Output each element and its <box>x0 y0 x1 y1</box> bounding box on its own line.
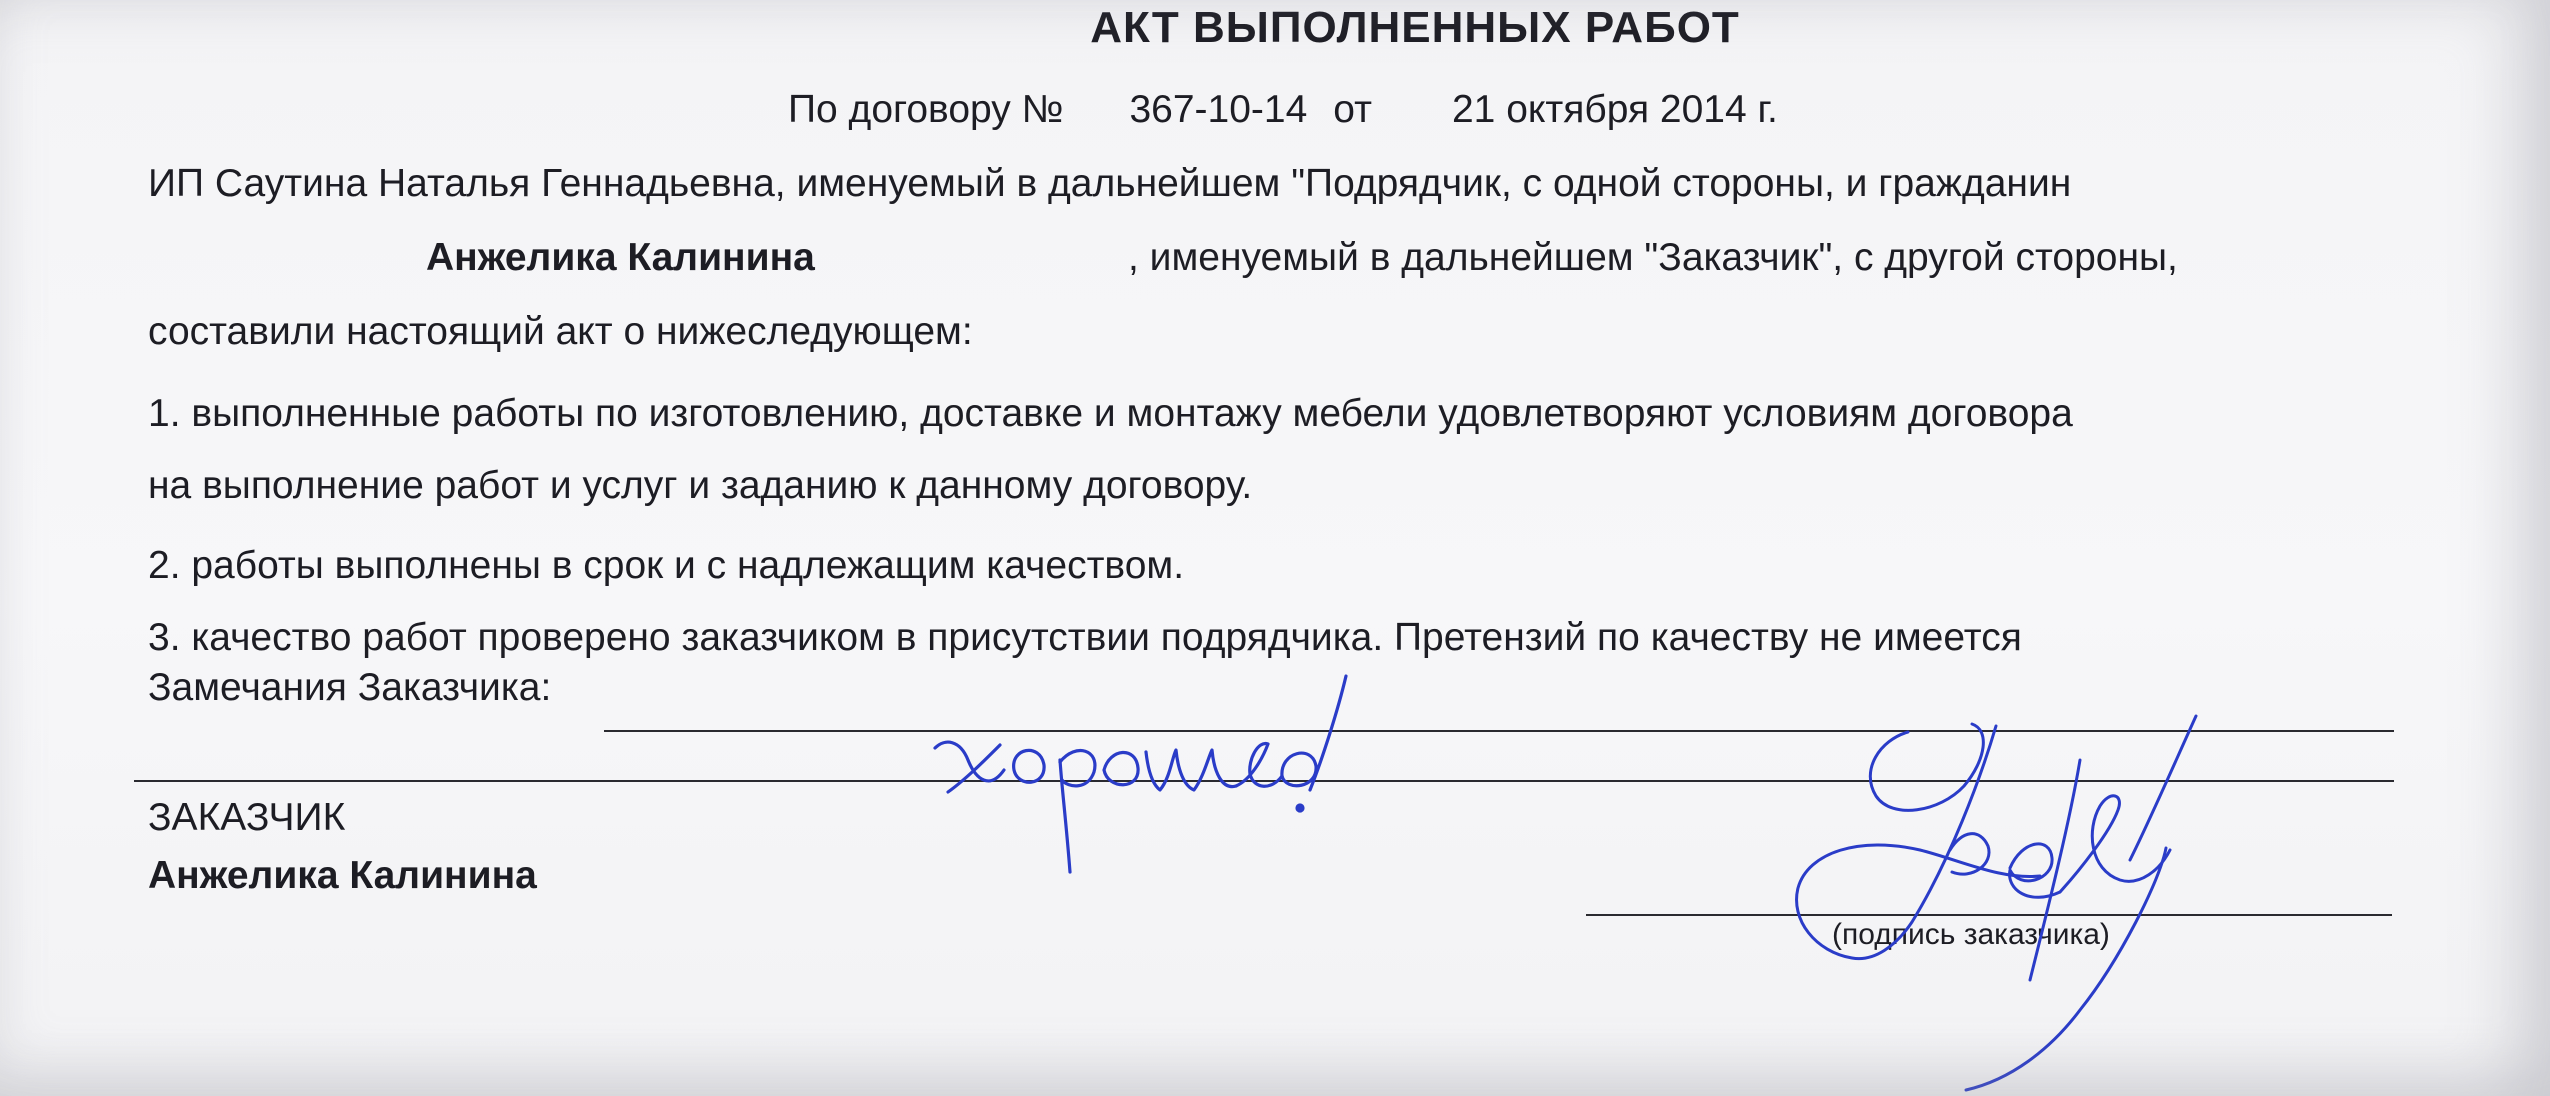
contract-from-word: от <box>1333 88 1372 131</box>
intro-line-3: составили настоящий акт о нижеследующем: <box>148 310 973 353</box>
customer-name: Анжелика Калинина <box>148 854 537 897</box>
clause-1: 1. выполненные работы по изготовлению, доставке и монтажу мебели удовлетворяют условиям договора <box>148 392 2073 435</box>
intro-line-1: ИП Саутина Наталья Геннадьевна, именуемый в дальнейшем "Подрядчик, с одной стороны, и гражданин <box>148 162 2072 205</box>
customer-section-label: ЗАКАЗЧИК <box>148 796 346 839</box>
customer-name-inline: Анжелика Калинина <box>426 236 815 279</box>
clause-3: 3. качество работ проверено заказчиком в присутствии подрядчика. Претензий по качеству не имеется <box>148 616 2022 659</box>
document-title: АКТ ВЫПОЛНЕННЫХ РАБОТ <box>1090 3 1740 52</box>
intro-line-2: , именуемый в дальнейшем "Заказчик", с другой стороны, <box>1128 236 2178 279</box>
remarks-label: Замечания Заказчика: <box>148 666 552 709</box>
signature-caption: (подпись заказчика) <box>1832 918 2110 951</box>
contract-prefix: По договору № <box>788 88 1064 131</box>
contract-number: 367-10-14 <box>1129 88 1308 131</box>
contract-date: 21 октября 2014 г. <box>1451 88 1778 131</box>
clause-1-continued: на выполнение работ и услуг и заданию к данному договору. <box>148 464 1253 507</box>
clause-2: 2. работы выполнены в срок и с надлежащим качеством. <box>148 544 1185 587</box>
